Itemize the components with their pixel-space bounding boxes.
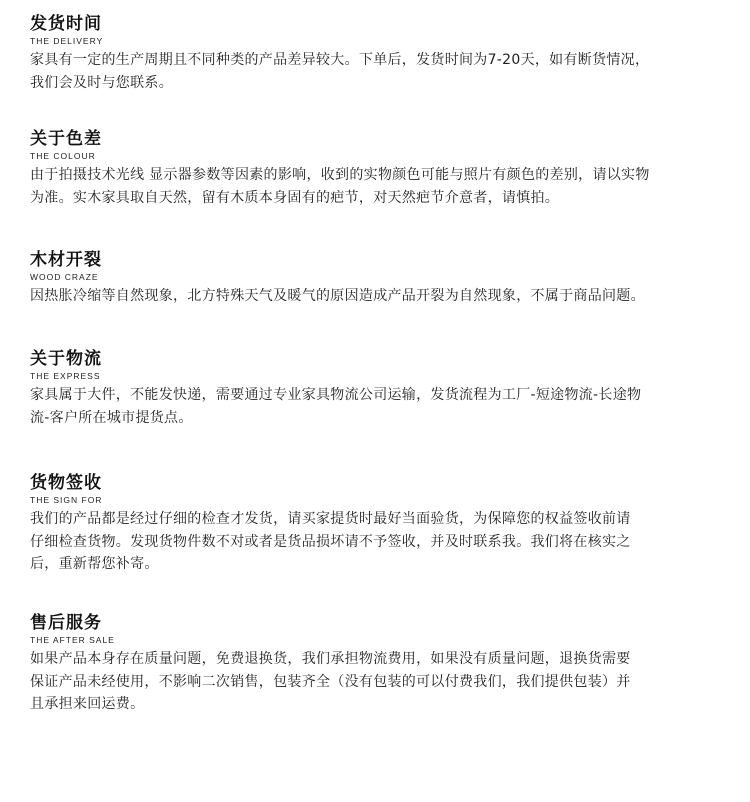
section-title: 发货时间 — [30, 14, 102, 34]
section-body — [30, 648, 745, 716]
body-line: 后，重新帮您补寄。 — [30, 556, 159, 572]
section-subtitle: THE EXPRESS — [30, 371, 101, 381]
body-line: 且承担来回运费。 — [30, 696, 145, 712]
section-wood-craze — [30, 249, 745, 308]
section-subtitle: THE DELIVERY — [30, 36, 104, 46]
section-body — [30, 164, 745, 209]
section-subtitle: THE AFTER SALE — [30, 635, 115, 645]
section-colour — [30, 128, 745, 209]
section-after-sale — [30, 612, 745, 716]
section-body — [30, 384, 745, 429]
section-title: 木材开裂 — [30, 250, 102, 270]
section-express — [30, 348, 745, 429]
section-subtitle: WOOD CRAZE — [30, 272, 99, 282]
body-line: 我们的产品都是经过仔细的检查才发货，请买家提货时最好当面验货，为保障您的权益签收前请 — [30, 511, 631, 527]
body-line: 流-客户所在城市提货点。 — [30, 409, 193, 426]
section-delivery — [30, 13, 745, 94]
section-sign-for — [30, 472, 745, 576]
body-line: 因热胀冷缩等自然现象，北方特殊天气及暖气的原因造成产品开裂为自然现象，不属于商品问题。 — [30, 288, 645, 304]
body-line: 仔细检查货物。发现货物件数不对或者是货品损坏请不予签收，并及时联系我。我们将在核实之 — [30, 533, 631, 550]
section-body — [30, 285, 745, 308]
body-line: 保证产品未经使用，不影响二次销售，包装齐全（没有包装的可以付费我们，我们提供包装）并 — [30, 673, 631, 690]
body-line: 为准。实木家具取自天然，留有木质本身固有的疤节，对天然疤节介意者，请慎拍。 — [30, 189, 560, 206]
section-title: 关于物流 — [30, 349, 102, 369]
section-subtitle: THE SIGN FOR — [30, 495, 103, 505]
body-line: 由于拍摄技术光线 显示器参数等因素的影响，收到的实物颜色可能与照片有颜色的差别，请以实物 — [30, 167, 650, 183]
section-body — [30, 508, 745, 576]
body-line: 如果产品本身存在质量问题，免费退换货，我们承担物流费用，如果没有质量问题，退换货需要 — [30, 651, 631, 667]
section-subtitle: THE COLOUR — [30, 151, 96, 161]
section-title: 货物签收 — [30, 473, 102, 493]
section-body — [30, 49, 745, 94]
body-line: 我们会及时与您联系。 — [30, 74, 173, 91]
body-line: 家具属于大件，不能发快递，需要通过专业家具物流公司运输，发货流程为工厂-短途物流-长途物 — [30, 387, 642, 403]
body-line: 家具有一定的生产周期且不同种类的产品差异较大。下单后，发货时间为7-20天，如有断货情况， — [30, 52, 650, 68]
section-title: 关于色差 — [30, 129, 102, 149]
section-title: 售后服务 — [30, 613, 102, 633]
